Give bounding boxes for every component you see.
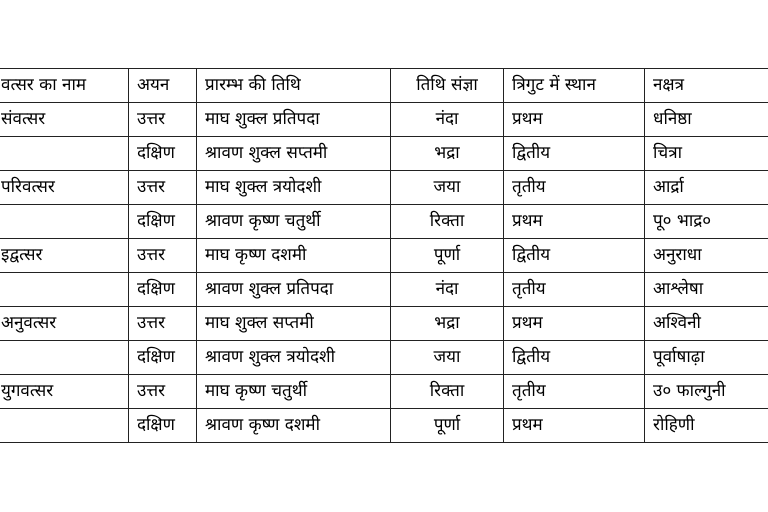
- cell-vatsar-name: युगवत्सर: [0, 375, 129, 409]
- cell-tithi-name: भद्रा: [391, 307, 504, 341]
- header-tithi-name: तिथि संज्ञा: [391, 69, 504, 103]
- cell-tithi-name: पूर्णा: [391, 409, 504, 443]
- cell-trigut-position: तृतीय: [504, 273, 645, 307]
- cell-trigut-position: तृतीय: [504, 375, 645, 409]
- header-trigut-position: त्रिगुट में स्थान: [504, 69, 645, 103]
- cell-start-date: श्रावण कृष्ण चतुर्थी: [197, 205, 391, 239]
- cell-tithi-name: भद्रा: [391, 137, 504, 171]
- table-header-row: [0, 69, 768, 103]
- cell-ayan: दक्षिण: [129, 205, 197, 239]
- cell-ayan: दक्षिण: [129, 137, 197, 171]
- table-row: [0, 273, 768, 307]
- cell-nakshatra: आर्द्रा: [645, 171, 768, 205]
- table-row: [0, 239, 768, 273]
- header-nakshatra: नक्षत्र: [645, 69, 768, 103]
- cell-nakshatra: रोहिणी: [645, 409, 768, 443]
- header-start-date: प्रारम्भ की तिथि: [197, 69, 391, 103]
- cell-trigut-position: प्रथम: [504, 409, 645, 443]
- table-row: [0, 307, 768, 341]
- cell-tithi-name: नंदा: [391, 273, 504, 307]
- cell-vatsar-name: [0, 205, 129, 239]
- cell-tithi-name: नंदा: [391, 103, 504, 137]
- cell-start-date: माघ शुक्ल त्रयोदशी: [197, 171, 391, 205]
- cell-start-date: माघ कृष्ण दशमी: [197, 239, 391, 273]
- vatsar-table-container: [0, 68, 768, 443]
- cell-vatsar-name: [0, 137, 129, 171]
- cell-vatsar-name: [0, 341, 129, 375]
- cell-vatsar-name: [0, 409, 129, 443]
- table-row: [0, 205, 768, 239]
- cell-tithi-name: रिक्ता: [391, 205, 504, 239]
- cell-trigut-position: द्वितीय: [504, 137, 645, 171]
- header-vatsar-name: वत्सर का नाम: [0, 69, 129, 103]
- cell-trigut-position: द्वितीय: [504, 239, 645, 273]
- cell-nakshatra: पू० भाद्र०: [645, 205, 768, 239]
- cell-ayan: दक्षिण: [129, 273, 197, 307]
- table-row: [0, 341, 768, 375]
- cell-vatsar-name: इद्वत्सर: [0, 239, 129, 273]
- cell-ayan: उत्तर: [129, 103, 197, 137]
- cell-start-date: माघ शुक्ल सप्तमी: [197, 307, 391, 341]
- cell-nakshatra: अश्विनी: [645, 307, 768, 341]
- cell-ayan: उत्तर: [129, 171, 197, 205]
- table-row: [0, 409, 768, 443]
- cell-nakshatra: धनिष्ठा: [645, 103, 768, 137]
- cell-vatsar-name: [0, 273, 129, 307]
- vatsar-table: [0, 68, 768, 443]
- cell-nakshatra: पूर्वाषाढ़ा: [645, 341, 768, 375]
- cell-trigut-position: प्रथम: [504, 205, 645, 239]
- cell-start-date: श्रावण कृष्ण दशमी: [197, 409, 391, 443]
- cell-nakshatra: अनुराधा: [645, 239, 768, 273]
- cell-start-date: श्रावण शुक्ल प्रतिपदा: [197, 273, 391, 307]
- cell-ayan: उत्तर: [129, 239, 197, 273]
- cell-trigut-position: प्रथम: [504, 103, 645, 137]
- cell-ayan: उत्तर: [129, 307, 197, 341]
- cell-vatsar-name: संवत्सर: [0, 103, 129, 137]
- cell-nakshatra: आश्लेषा: [645, 273, 768, 307]
- table-row: [0, 375, 768, 409]
- cell-tithi-name: पूर्णा: [391, 239, 504, 273]
- cell-nakshatra: उ० फाल्गुनी: [645, 375, 768, 409]
- cell-trigut-position: प्रथम: [504, 307, 645, 341]
- header-ayan: अयन: [129, 69, 197, 103]
- cell-start-date: श्रावण शुक्ल त्रयोदशी: [197, 341, 391, 375]
- cell-ayan: उत्तर: [129, 375, 197, 409]
- cell-start-date: माघ शुक्ल प्रतिपदा: [197, 103, 391, 137]
- cell-start-date: माघ कृष्ण चतुर्थी: [197, 375, 391, 409]
- cell-tithi-name: जया: [391, 341, 504, 375]
- cell-nakshatra: चित्रा: [645, 137, 768, 171]
- cell-tithi-name: जया: [391, 171, 504, 205]
- cell-ayan: दक्षिण: [129, 409, 197, 443]
- cell-vatsar-name: अनुवत्सर: [0, 307, 129, 341]
- cell-tithi-name: रिक्ता: [391, 375, 504, 409]
- cell-start-date: श्रावण शुक्ल सप्तमी: [197, 137, 391, 171]
- cell-vatsar-name: परिवत्सर: [0, 171, 129, 205]
- cell-trigut-position: तृतीय: [504, 171, 645, 205]
- table-row: [0, 103, 768, 137]
- cell-ayan: दक्षिण: [129, 341, 197, 375]
- table-row: [0, 137, 768, 171]
- table-row: [0, 171, 768, 205]
- cell-trigut-position: द्वितीय: [504, 341, 645, 375]
